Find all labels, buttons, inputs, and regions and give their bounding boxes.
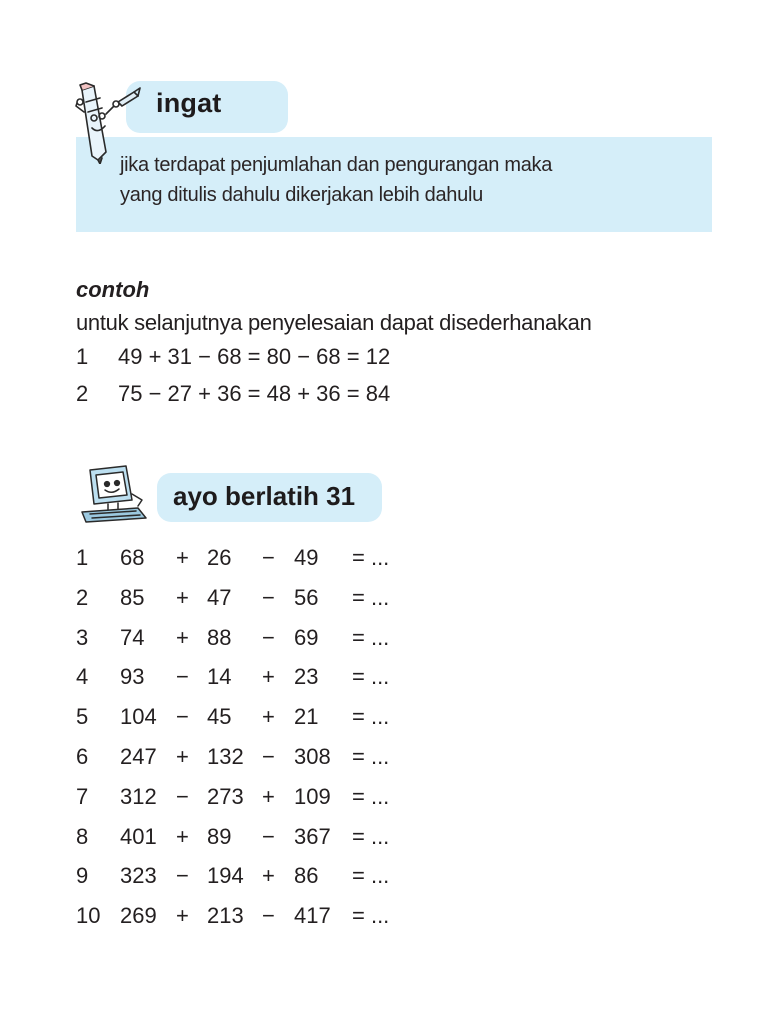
ingat-title: ingat [156, 88, 222, 118]
example-expression: 49 + 31 − 68 = 80 − 68 = 12 [118, 344, 391, 369]
operator-2: − [262, 903, 275, 929]
operand-a: 312 [120, 783, 157, 809]
answer-blank: = ... [352, 545, 390, 570]
operator-2: − [262, 584, 275, 610]
operand-c: 417 [294, 903, 331, 929]
operand-c: 49 [294, 545, 319, 570]
exercise-number: 4 [76, 664, 89, 690]
contoh-title: contoh [76, 277, 150, 302]
operator-1: + [176, 624, 189, 650]
operand-b: 88 [207, 624, 232, 650]
operand-c: 367 [294, 823, 331, 849]
example-number: 1 [76, 344, 89, 369]
latihan-title: ayo berlatih 31 [173, 481, 356, 511]
answer-blank: = ... [352, 584, 390, 610]
computer-mascot-icon [78, 464, 150, 526]
exercise-number: 9 [76, 863, 89, 889]
operand-a: 247 [120, 743, 157, 769]
ingat-line: yang ditulis dahulu dikerjakan lebih dahulu [120, 184, 483, 206]
operand-b: 213 [207, 903, 244, 929]
exercise-number: 3 [76, 624, 89, 650]
answer-blank: = ... [352, 783, 390, 809]
operator-1: − [176, 783, 189, 809]
operator-2: − [262, 743, 275, 769]
operand-a: 68 [120, 545, 145, 570]
operator-2: + [262, 704, 275, 730]
operand-a: 104 [120, 704, 157, 730]
operand-a: 85 [120, 584, 145, 610]
operator-2: − [262, 823, 275, 849]
ingat-text [120, 150, 552, 210]
answer-blank: = ... [352, 664, 390, 690]
operator-1: − [176, 863, 189, 889]
operand-b: 47 [207, 584, 232, 610]
operand-c: 23 [294, 664, 319, 690]
operator-2: − [262, 545, 275, 570]
exercise-number: 2 [76, 584, 89, 610]
operator-1: + [176, 584, 189, 610]
operand-b: 45 [207, 704, 232, 730]
operand-a: 74 [120, 624, 145, 650]
operator-1: − [176, 704, 189, 730]
answer-blank: = ... [352, 704, 390, 730]
operand-b: 132 [207, 743, 244, 769]
operator-2: + [262, 863, 275, 889]
operand-a: 323 [120, 863, 157, 889]
answer-blank: = ... [352, 863, 390, 889]
operand-b: 89 [207, 823, 232, 849]
example-expression: 75 − 27 + 36 = 48 + 36 = 84 [118, 381, 391, 406]
example-number: 2 [76, 381, 89, 406]
operator-1: + [176, 903, 189, 929]
answer-blank: = ... [352, 743, 390, 769]
answer-blank: = ... [352, 823, 390, 849]
operand-a: 93 [120, 664, 145, 690]
exercise-number: 10 [76, 903, 101, 929]
operand-b: 26 [207, 545, 232, 570]
operand-c: 109 [294, 783, 331, 809]
operator-1: + [176, 823, 189, 849]
contoh-intro: untuk selanjutnya penyelesaian dapat disederhanakan [76, 310, 592, 335]
answer-blank: = ... [352, 624, 390, 650]
operand-b: 14 [207, 664, 232, 690]
exercise-number: 8 [76, 823, 89, 849]
operator-1: + [176, 545, 189, 570]
exercise-number: 1 [76, 545, 89, 570]
operand-b: 194 [207, 863, 244, 889]
operand-b: 273 [207, 783, 244, 809]
operand-c: 308 [294, 743, 331, 769]
operator-1: − [176, 664, 189, 690]
exercise-number: 5 [76, 704, 89, 730]
operand-a: 401 [120, 823, 157, 849]
exercise-number: 6 [76, 743, 89, 769]
operand-a: 269 [120, 903, 157, 929]
answer-blank: = ... [352, 903, 390, 929]
contoh-example [76, 381, 390, 407]
operator-2: − [262, 624, 275, 650]
operator-2: + [262, 783, 275, 809]
operand-c: 69 [294, 624, 319, 650]
contoh-example [76, 344, 390, 370]
operand-c: 56 [294, 584, 319, 610]
operand-c: 21 [294, 704, 319, 730]
ingat-line: jika terdapat penjumlahan dan pengurangan maka [120, 154, 553, 176]
exercise-number: 7 [76, 783, 89, 809]
operator-2: + [262, 664, 275, 690]
operator-1: + [176, 743, 189, 769]
operand-c: 86 [294, 863, 319, 889]
